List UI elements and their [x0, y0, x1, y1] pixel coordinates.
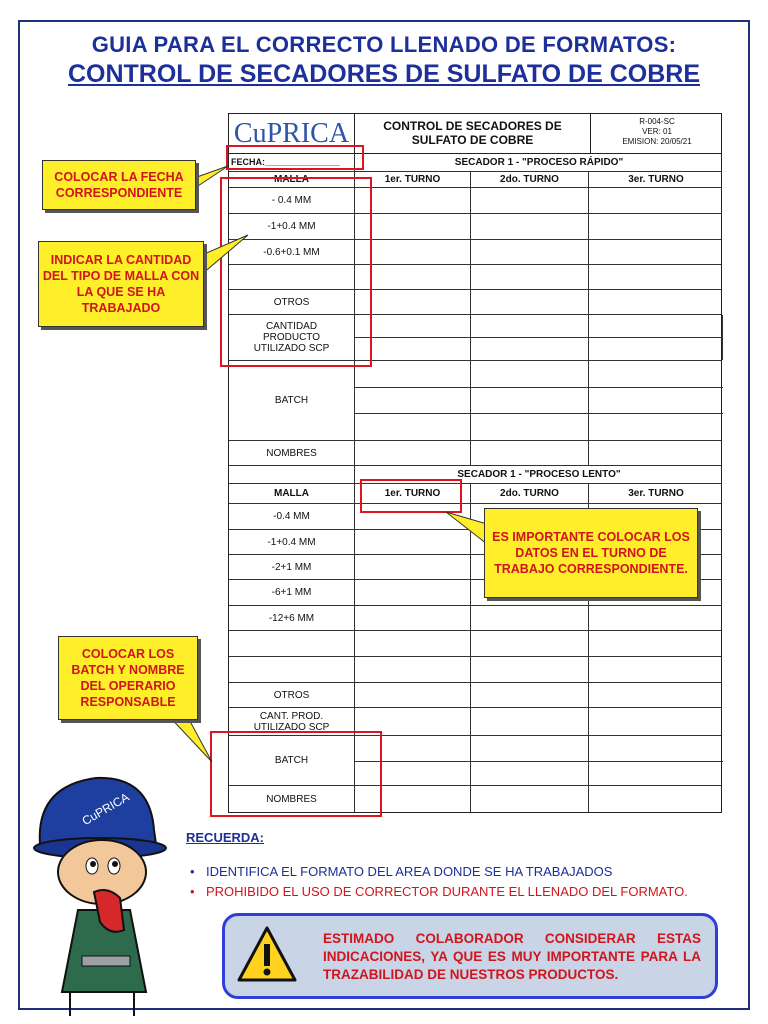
warning-icon [235, 924, 299, 986]
section2-title: SECADOR 1 - "PROCESO LENTO" [457, 469, 621, 480]
svg-text:CuPRICA: CuPRICA [79, 789, 132, 829]
table-row: OTROS [229, 290, 721, 315]
callout-malla: INDICAR LA CANTIDAD DEL TIPO DE MALLA CON LA QUE SE HA TRABAJADO [38, 241, 204, 327]
callout-turno: ES IMPORTANTE COLOCAR LOS DATOS EN EL TURNO DE TRABAJO CORRESPONDIENTE. [484, 508, 698, 598]
cuprica-logo: CuPRICA [229, 114, 355, 154]
recuerda-item-2: • PROHIBIDO EL USO DE CORRECTOR DURANTE EL LLENADO DEL FORMATO. [190, 884, 688, 899]
cantidad-row: CANT. PROD. UTILIZADO SCP [229, 708, 721, 736]
fecha-field[interactable]: FECHA:_______________ [229, 154, 355, 171]
table-row: -0.4 MM [229, 504, 721, 530]
alert-text: ESTIMADO COLABORADOR CONSIDERAR ESTAS INDICACIONES, YA QUE ES MUY IMPORTANTE PARA LA TRAZABILIDAD DE NUESTROS PRODUCTOS. [323, 931, 701, 982]
nombres-row: NOMBRES [229, 441, 721, 466]
callout-fecha: COLOCAR LA FECHA CORRESPONDIENTE [42, 160, 196, 210]
page-title: GUIA PARA EL CORRECTO LLENADO DE FORMATOS: [91, 32, 677, 57]
callout-batch: COLOCAR LOS BATCH Y NOMBRE DEL OPERARIO RESPONSABLE [58, 636, 198, 720]
recuerda-title: RECUERDA: [186, 830, 264, 845]
page-subtitle: CONTROL DE SECADORES DE SULFATO DE COBRE [67, 60, 700, 88]
table-row: -1+0.4 MM [229, 214, 721, 240]
recuerda-item-1: • IDENTIFICA EL FORMATO DEL AREA DONDE SE HA TRABAJADOS [190, 864, 613, 879]
table-row: -6+1 MM [229, 580, 721, 606]
table-row: -12+6 MM [229, 606, 721, 631]
table-row: -0.6+0.1 MM [229, 240, 721, 265]
alert-box [222, 913, 718, 999]
section2-header: MALLA 1er. TURNO 2do. TURNO 3er. TURNO [229, 484, 721, 504]
table-row: -1+0.4 MM [229, 530, 721, 555]
batch-row: BATCH [229, 736, 721, 786]
cantidad-row: CANTIDAD PRODUCTO UTILIZADO SCP [229, 315, 721, 361]
mascot-illustration [30, 760, 170, 1018]
nombres-row: NOMBRES [229, 786, 721, 813]
table-row: -2+1 MM [229, 555, 721, 580]
form-title: CONTROL DE SECADORES DE SULFATO DE COBRE [355, 114, 591, 154]
form-code: R-004-SC VER: 01 EMISION: 20/05/21 [622, 117, 692, 146]
section1-header: MALLA 1er. TURNO 2do. TURNO 3er. TURNO [229, 172, 721, 188]
table-row: - 0.4 MM [229, 188, 721, 214]
batch-row: BATCH [229, 361, 721, 441]
table-row: OTROS [229, 683, 721, 708]
section1-title: SECADOR 1 - "PROCESO RÁPIDO" [454, 157, 624, 168]
